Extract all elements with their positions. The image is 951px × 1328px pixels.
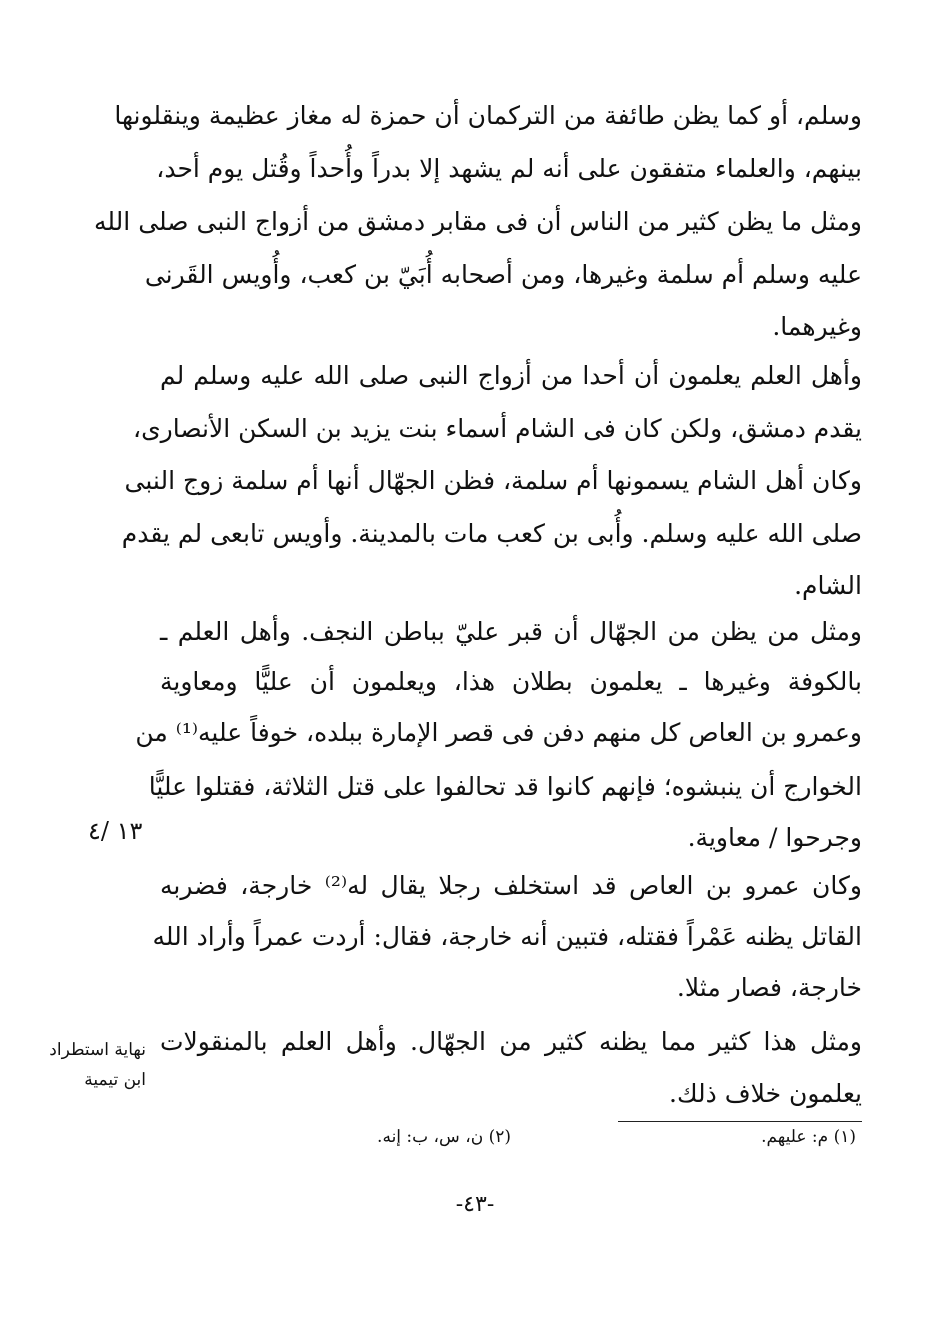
text-line: يقدم دمشق، ولكن كان فى الشام أسماء بنت يزيد بن السكن الأنصارى، [133, 414, 862, 443]
text-line: بينهم، والعلماء متفقون على أنه لم يشهد إلا بدراً وأُحداً وقُتل يوم أحد، [156, 154, 862, 183]
text-line: عليه وسلم أم سلمة وغيرها، ومن أصحابه أُبَيّ بن كعب، وأُويس القَرنى [144, 260, 862, 289]
text-line: ومثل هذا كثير مما يظنه كثير من الجهّال. وأهل العلم بالمنقولات [160, 1027, 862, 1056]
footnote-1: (١) م: عليهم. [761, 1127, 856, 1147]
text-line: وكان عمرو بن العاص قد استخلف رجلا يقال له⁽²⁾ خارجة، فضربه [160, 871, 862, 900]
text-line: يعلمون خلاف ذلك. [669, 1079, 862, 1108]
text-line: الشام. [794, 571, 862, 600]
text-line: وغيرهما. [772, 312, 862, 341]
text-line: بالكوفة وغيرها ـ يعلمون بطلان هذا، ويعلمون أن عليًّا ومعاوية [160, 667, 862, 696]
text-line: وجرحوا / معاوية. [687, 823, 862, 852]
text-line: وكان أهل الشام يسمونها أم سلمة، فظن الجهّال أنها أم سلمة زوج النبى [124, 466, 862, 495]
footnote-2: (٢) ن، س، ب: إنه. [377, 1127, 511, 1147]
text-line: ومثل من يظن من الجهّال أن قبر عليّ بباطن النجف. وأهل العلم ـ [160, 617, 862, 646]
text-line: ومثل ما يظن كثير من الناس أن فى مقابر دمشق من أزواج النبى صلى الله [94, 207, 862, 236]
margin-page-reference: ١٣ /٤ [88, 817, 143, 845]
margin-note-line: ابن تيمية [84, 1070, 146, 1090]
text-line: صلى الله عليه وسلم. وأُبى بن كعب مات بالمدينة. وأويس تابعى لم يقدم [121, 519, 862, 548]
text-line: الخوارج أن ينبشوه؛ فإنهم كانوا قد تحالفوا على قتل الثلاثة، فقتلوا عليًّا [148, 772, 862, 801]
page-number: -٤٣- [455, 1192, 495, 1217]
text-line: وسلم، أو كما يظن طائفة من التركمان أن حمزة له مغاز عظيمة وينقلونها [114, 101, 862, 130]
text-line: القاتل يظنه عَمْراً فقتله، فتبين أنه خارجة، فقال: أردت عمراً وأراد الله [152, 922, 862, 951]
text-line: وأهل العلم يعلمون أن أحدا من أزواج النبى صلى الله عليه وسلم لم [160, 361, 862, 390]
text-line: خارجة، فصار مثلا. [676, 973, 862, 1002]
text-line: وعمرو بن العاص كل منهم دفن فى قصر الإمارة ببلده، خوفاً عليه⁽¹⁾ من [135, 718, 862, 747]
margin-note-line: نهاية استطراد [49, 1040, 146, 1060]
footnote-separator [618, 1121, 862, 1122]
